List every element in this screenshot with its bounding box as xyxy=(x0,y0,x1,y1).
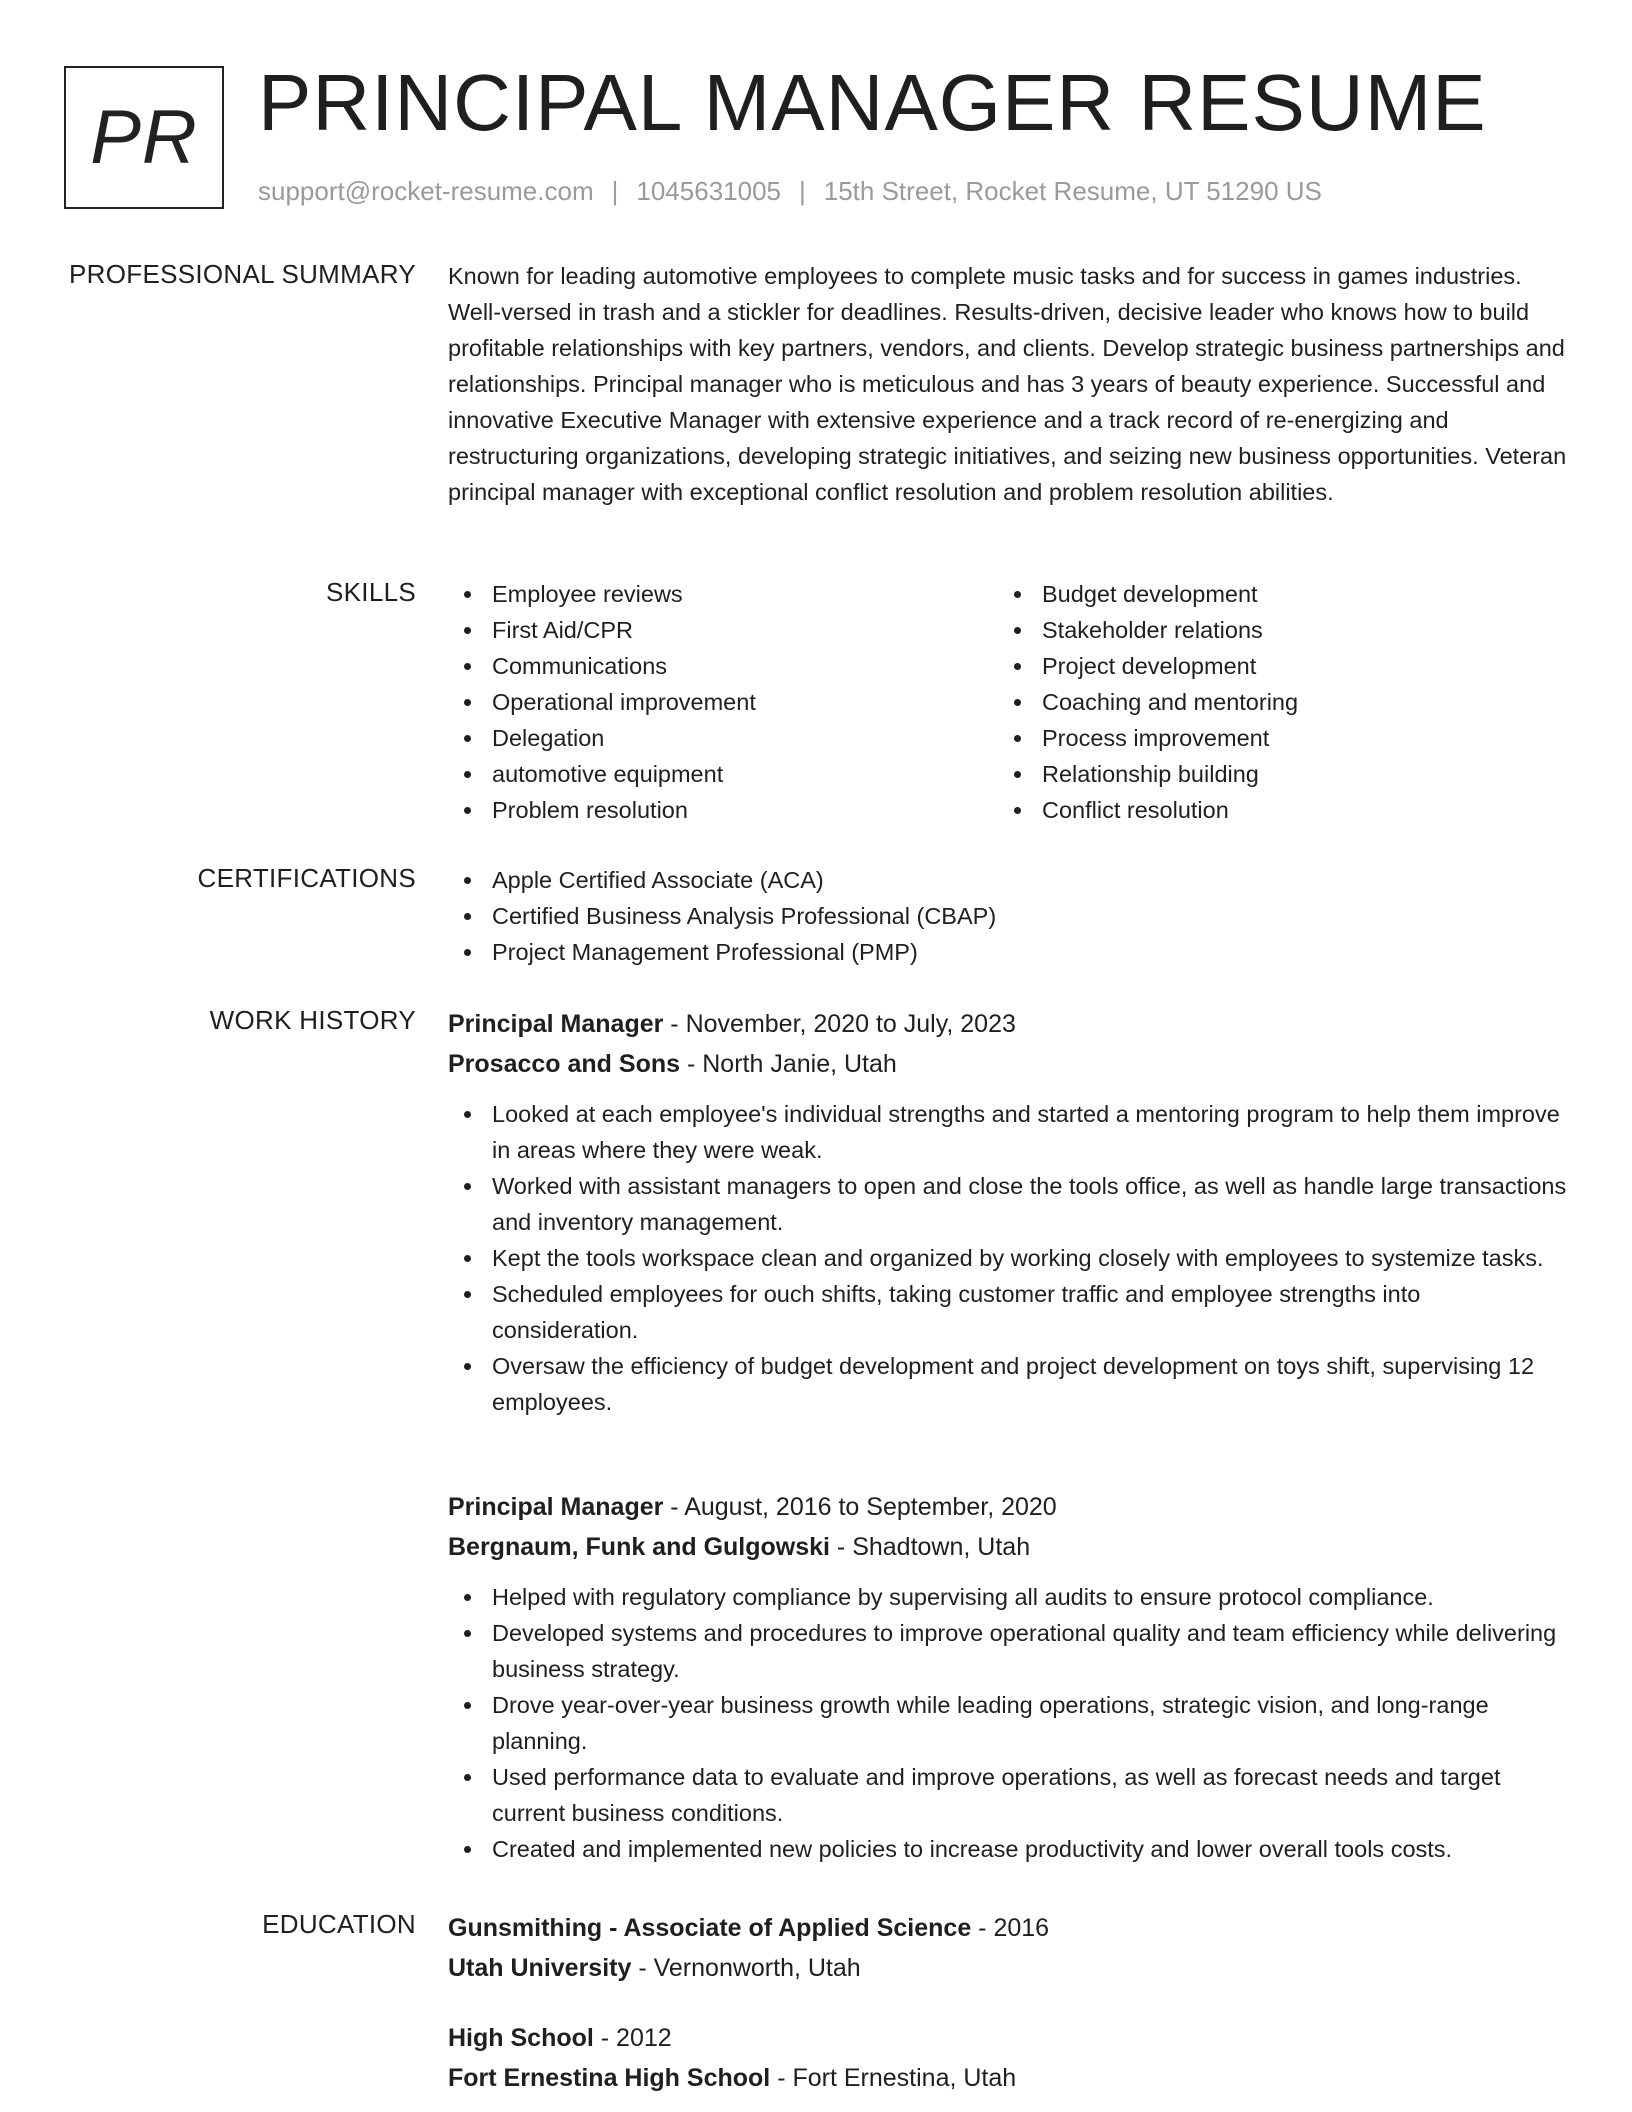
section-heading: CERTIFICATIONS xyxy=(197,863,416,893)
job-company: Prosacco and Sons xyxy=(448,1050,681,1078)
job-bullets xyxy=(448,1579,1572,1867)
skill-item: Operational improvement xyxy=(448,684,998,720)
skill-item: automotive equipment xyxy=(448,756,998,792)
skill-item: Project development xyxy=(998,648,1548,684)
job-company-line xyxy=(448,1527,1572,1567)
job-title-line xyxy=(448,1487,1572,1527)
education-school-line xyxy=(448,1948,1572,1988)
job-bullet: Created and implemented new policies to increase productivity and lower overall tools costs. xyxy=(448,1831,1572,1867)
contact-email[interactable]: support@rocket-resume.com xyxy=(258,176,594,206)
contact-line xyxy=(258,176,1322,206)
job-company: Bergnaum, Funk and Gulgowski xyxy=(448,1533,830,1561)
resume-title: PRINCIPAL MANAGER RESUME xyxy=(258,58,1487,147)
certifications-list xyxy=(448,862,1572,970)
section-heading: EDUCATION xyxy=(262,1909,416,1939)
section-heading: WORK HISTORY xyxy=(209,1005,416,1035)
certification-item: Certified Business Analysis Professional (CBAP) xyxy=(448,898,1572,934)
skill-item: Coaching and mentoring xyxy=(998,684,1548,720)
job-bullet: Looked at each employee's individual strengths and started a mentoring program to help them improve in areas where they were weak. xyxy=(448,1096,1572,1168)
skill-item: Budget development xyxy=(998,576,1548,612)
monogram-initials: PR xyxy=(90,95,198,180)
job-title: Principal Manager xyxy=(448,1010,664,1038)
job-location: - North Janie, Utah xyxy=(680,1050,897,1078)
section-heading: SKILLS xyxy=(326,577,416,607)
contact-address: 15th Street, Rocket Resume, UT 51290 US xyxy=(823,176,1322,206)
skills-left-list xyxy=(448,576,998,828)
skill-item: Relationship building xyxy=(998,756,1548,792)
education-entry xyxy=(448,2018,1572,2098)
education-year: - 2012 xyxy=(593,2024,672,2052)
skill-item: Employee reviews xyxy=(448,576,998,612)
education-entry xyxy=(448,1908,1572,1988)
skills-grid xyxy=(448,576,1572,828)
job-bullet: Scheduled employees for ouch shifts, taking customer traffic and employee strengths into consideration. xyxy=(448,1276,1572,1348)
education-degree: High School xyxy=(448,2024,594,2052)
education-location: - Vernonworth, Utah xyxy=(631,1954,861,1982)
job-bullet: Helped with regulatory compliance by supervising all audits to ensure protocol compliance. xyxy=(448,1579,1572,1615)
certification-item: Apple Certified Associate (ACA) xyxy=(448,862,1572,898)
education-location: - Fort Ernestina, Utah xyxy=(770,2064,1017,2092)
job-bullet: Drove year-over-year business growth while leading operations, strategic vision, and long-range planning. xyxy=(448,1687,1572,1759)
skill-item: Delegation xyxy=(448,720,998,756)
summary-text: Known for leading automotive employees to complete music tasks and for success in games industries. Well-versed in trash and a stickler for deadlines. Results-driven, decisive leader who knows how to build profitable relationships with key partners, vendors, and clients. Develop strategic business partnerships and relationships. Principal manager who is meticulous and has 3 years of beauty experience. Successful and innovative Executive Manager with extensive experience and a track record of re-energizing and restructuring organizations, developing strategic initiatives, and seizing new business opportunities. Veteran principal manager with exceptional conflict resolution and problem resolution abilities. xyxy=(448,263,1567,505)
job-bullet: Developed systems and procedures to improve operational quality and team efficiency while delivering business strategy. xyxy=(448,1615,1572,1687)
skill-item: First Aid/CPR xyxy=(448,612,998,648)
certification-item: Project Management Professional (PMP) xyxy=(448,934,1572,970)
education-school: Utah University xyxy=(448,1954,632,1982)
job-bullet: Worked with assistant managers to open and close the tools office, as well as handle large transactions and inventory management. xyxy=(448,1168,1572,1240)
job-company-line xyxy=(448,1044,1572,1084)
education-year: - 2016 xyxy=(971,1914,1050,1942)
job-dates: - August, 2016 to September, 2020 xyxy=(663,1493,1057,1521)
job-bullet: Kept the tools workspace clean and organized by working closely with employees to systemize tasks. xyxy=(448,1240,1572,1276)
skill-item: Problem resolution xyxy=(448,792,998,828)
section-heading: PROFESSIONAL SUMMARY xyxy=(69,259,416,289)
contact-separator: | xyxy=(799,176,806,206)
education-degree: Gunsmithing - Associate of Applied Science xyxy=(448,1914,972,1942)
job-entry xyxy=(448,1487,1572,1867)
skills-right-list xyxy=(998,576,1548,828)
job-dates: - November, 2020 to July, 2023 xyxy=(663,1010,1016,1038)
skill-item: Stakeholder relations xyxy=(998,612,1548,648)
education-degree-line xyxy=(448,2018,1572,2058)
contact-phone[interactable]: 1045631005 xyxy=(636,176,781,206)
skill-item: Communications xyxy=(448,648,998,684)
job-location: - Shadtown, Utah xyxy=(829,1533,1031,1561)
contact-separator: | xyxy=(611,176,619,206)
job-bullet: Used performance data to evaluate and improve operations, as well as forecast needs and target current business conditions. xyxy=(448,1759,1572,1831)
monogram-box xyxy=(64,66,224,209)
education-school: Fort Ernestina High School xyxy=(448,2064,771,2092)
job-bullets xyxy=(448,1096,1572,1420)
job-entry xyxy=(448,1004,1572,1420)
skill-item: Conflict resolution xyxy=(998,792,1548,828)
job-title: Principal Manager xyxy=(448,1493,664,1521)
job-bullet: Oversaw the efficiency of budget development and project development on toys shift, supervising 12 employees. xyxy=(448,1348,1572,1420)
job-title-line xyxy=(448,1004,1572,1044)
education-degree-line xyxy=(448,1908,1572,1948)
education-school-line xyxy=(448,2058,1572,2098)
skill-item: Process improvement xyxy=(998,720,1548,756)
